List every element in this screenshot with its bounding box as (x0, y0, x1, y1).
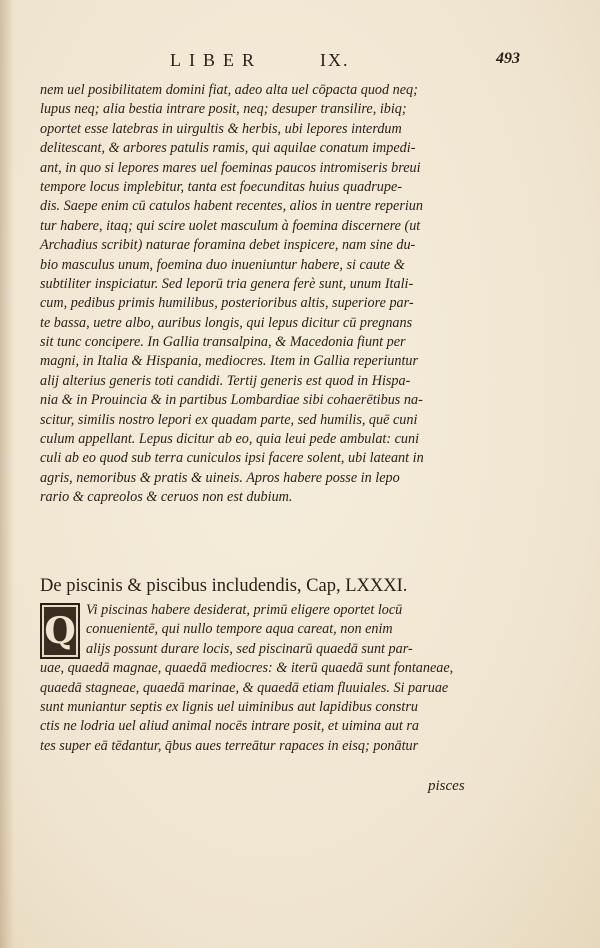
running-header (150, 50, 520, 74)
text-line: te bassa, uetre albo, auribus longis, qui lepus dicitur cū pregnans (40, 314, 413, 331)
text-line: rario & capreolos & ceruos non est dubium. (40, 489, 293, 506)
text-line: delitescant, & arbores patulis ramis, qui aquilae conatum impedi- (40, 140, 416, 157)
dropcap-letter: Q (44, 610, 76, 652)
text-line: nia & in Prouincia & in partibus Lombardiae sibi cohaerētibus na- (40, 392, 423, 409)
catchword: pisces (428, 778, 465, 794)
text-line: tempore locus implebitur, tanta est foecunditas huius quadrupe- (40, 178, 403, 195)
text-line: ant, in quo si lepores mares uel foeminas paucos intromiseris breui (40, 159, 421, 176)
book-number: IX. (320, 50, 350, 70)
running-title: LIBER (170, 50, 262, 70)
text-line: oportet esse latebras in uirgultis & herbis, ubi lepores interdum (40, 120, 402, 137)
text-line: scitur, similis nostro lepori ex quadam parte, sed humilis, quē cuni (40, 411, 418, 428)
text-line: cum, pedibus primis humilibus, posterioribus altis, superiore par- (40, 295, 414, 312)
text-line: alij alterius generis toti candidi. Tertij generis est quod in Hispa- (40, 372, 411, 389)
text-line: bio masculus unum, foemina duo inueniuntur habere, si caute & (40, 256, 405, 273)
text-line: culum appellant. Lepus dicitur ab eo, quia leui pede ambulat: cuni (40, 431, 420, 448)
text-line: agris, nemoribus & pratis & uineis. Apros habere posse in lepo (40, 469, 400, 486)
text-line: Vi piscinas habere desiderat, primū eligere oportet locū (86, 602, 403, 618)
text-line: subtiliter inspiciatur. Sed leporū tria genera ferè sunt, unum Itali- (40, 275, 414, 292)
text-line: conuenientē, qui nullo tempore aqua careat, non enim (86, 621, 393, 638)
text-line: nem uel posibilitatem domini fiat, adeo alta uel cōpacta quod neq; (40, 82, 418, 98)
text-line: Archadius scribit) naturae foramina debet inspicere, nam sine du- (40, 237, 416, 254)
folio-number: 493 (496, 50, 520, 67)
text-line: quaedā stagneae, quaedā marinae, & quaedā etiam fluuiales. Si paruae (40, 679, 449, 696)
text-line: tes super eā tēdantur, q̄bus aues terreātur rapaces in eisq; ponātur (40, 737, 419, 754)
text-line: tur habere, itaq; qui scire uolet masculum à foemina discernere (ut (40, 217, 421, 234)
text-line: sunt muniantur septis ex lignis uel uiminibus aut lapidibus constru (40, 698, 418, 715)
text-line: lupus neq; alia bestia intrare posit, neq; desuper transilire, ibiq; (40, 101, 407, 118)
text-line: uae, quaedā magnae, quaedā mediocres: & iterū quaedā sunt fontaneae, (40, 660, 454, 677)
text-line: ctis ne lodria uel aliud animal nocēs intrare posit, et uimina aut ra (40, 718, 419, 735)
chapter-heading: De piscinis & piscibus includendis, Cap, LXXXI. (40, 576, 408, 596)
dropcap-initial (40, 603, 80, 659)
text-line: sit tunc concipere. In Gallia transalpina, & Macedonia fiunt per (40, 334, 406, 351)
chapter-text-block (40, 601, 480, 756)
text-line: alijs possunt durare locis, sed piscinarū quaedā sunt par- (86, 640, 413, 657)
main-text-block (40, 81, 480, 508)
text-line: magni, in Italia & Hispania, mediocres. Item in Gallia reperiuntur (40, 353, 419, 370)
text-line: culi ab eo quod sub terra cuniculos ipsi facere solent, ubi lateant in (40, 450, 424, 467)
text-line: dis. Saepe enim cū catulos habent recentes, alios in uentre reperiun (40, 198, 423, 215)
